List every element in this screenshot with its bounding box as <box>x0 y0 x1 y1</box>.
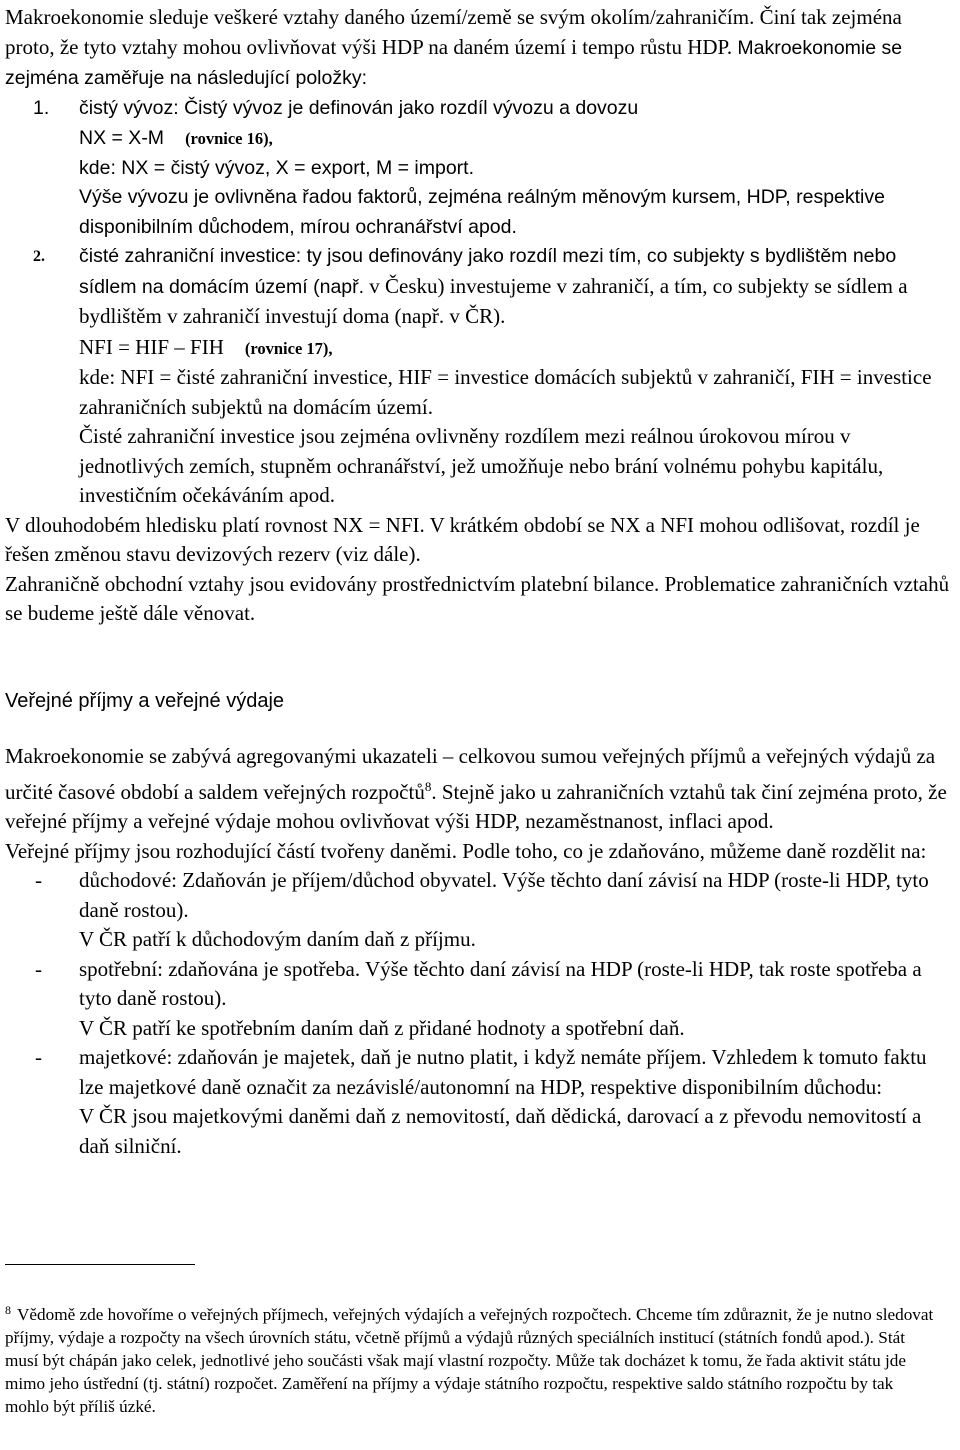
tax-text: důchodové: Zdaňován je příjem/důchod obyvatel. Výše těchto daní závisí na HDP (roste-li HDP, tyto daně rostou). <box>79 868 929 922</box>
conclusion-paragraph: Zahraničně obchodní vztahy jsou evidovány prostřednictvím platební bilance. Problematice zahraničních vztahů se budeme ještě dále věnovat. <box>5 571 950 625</box>
tax-example: V ČR patří ke spotřebním daním daň z přidané hodnoty a spotřební daň. <box>79 1015 685 1040</box>
tax-text: majetkové: zdaňován je majetek, daň je nutno platit, i když nemáte příjem. Vzhledem k tomuto faktu lze majetkové daně označit za nezávislé/autonomní na HDP, respektive disponibilním důchodu: <box>79 1045 927 1099</box>
footnote-text: Vědomě zde hovoříme o veřejných příjmech, veřejných výdajích a veřejných rozpočtech. Chceme tím zdůraznit, že je nutno sledovat příjmy, výdaje a rozpočty na všech úrovních státu, včetně příjmů a výdajů různých speciálních institucí (státních fondů apod.). Stát musí být chápán jako celek, jednotlivé jeho součásti však mají vlastní rozpočty. Může tak docházet k tomu, že řada aktivit státu jde mimo jeho ústřední (tj. státní) rozpočet. Zaměření na příjmy a výdaje státního rozpočtu, respektive saldo státního rozpočtu by tak mohlo být příliš úzké. <box>5 1305 934 1416</box>
tax-item <box>5 955 955 1044</box>
conclusion-paragraph: V dlouhodobém hledisku platí rovnost NX = NFI. V krátkém období se NX a NFI mohou odlišovat, rozdíl je řešen změnou stavu devizových rezerv (viz dále). <box>5 512 920 566</box>
tax-text: spotřební: zdaňována je spotřeba. Výše těchto daní závisí na HDP (roste-li HDP, tak roste spotřeba a tyto daně rostou). <box>79 956 922 1010</box>
bullet-dash: - <box>35 1045 42 1069</box>
footnote-divider <box>5 1264 195 1265</box>
item-text: Výše vývozu je ovlivněna řadou faktorů, zejména reálným měnovým kursem, HDP, respektive disponibilním důchodem, mírou ochranářství apod. <box>79 186 885 238</box>
equation-formula: NX = X-M <box>79 127 165 149</box>
item-title: čistý vývoz: Čistý vývoz je definován jako rozdíl vývozu a dovozu <box>79 96 639 119</box>
item-title-part: čisté zahraniční investice: ty jsou definovány jako rozdíl mezi tím, co subjekty s bydlištěm nebo sídlem na domácím území ( <box>79 245 897 298</box>
equation-where: kde: NX = čistý vývoz, X = export, M = import. <box>79 156 475 179</box>
equation <box>79 123 955 154</box>
list-item-net-exports <box>5 94 955 243</box>
list-number: 1. <box>33 96 50 119</box>
section-paragraph <box>5 742 955 837</box>
item-title <box>79 242 955 333</box>
tax-example: V ČR jsou majetkovými daněmi daň z nemovitostí, daň dědická, darovací a z převodu nemovitostí a daň silniční. <box>79 1104 922 1158</box>
section-paragraph: Veřejné příjmy jsou rozhodující částí tvořeny daněmi. Podle toho, co je zdaňováno, můžeme daně rozdělit na: <box>5 838 927 863</box>
intro-text: Makroekonomie sleduje veškeré vztahy daného území/země se svým okolím/zahraničím. Činí tak zejména proto, že tyto vztahy mohou ovlivňovat výši HDP na daném území i tempo růstu HDP. <box>5 5 902 59</box>
item-title-part: např. <box>319 275 365 298</box>
equation-tag: (rovnice 17), <box>244 338 333 358</box>
intro-lead: Makroekonomie se zejména zaměřuje na následující položky: <box>5 36 903 89</box>
footnote <box>5 1299 935 1418</box>
tax-item <box>5 1043 955 1161</box>
footnote-reference[interactable]: 8 <box>424 778 432 794</box>
tax-example: V ČR patří k důchodovým daním daň z příjmu. <box>79 927 476 951</box>
equation-where: kde: NFI = čisté zahraniční investice, HIF = investice domácích subjektů v zahraničí, FIH = investice zahraničních subjektů na domácím území. <box>79 365 932 419</box>
section-text: Makroekonomie se zabývá agregovanými ukazateli – celkovou sumou veřejných příjmů a veřejných výdajů za určité časové období a saldem veřejných rozpočtů <box>5 744 936 804</box>
equation-tag: (rovnice 16), <box>185 129 273 148</box>
list-item-net-foreign-investment <box>5 242 955 511</box>
section-text: . Stejně jako u zahraničních vztahů tak činí zejména proto, že veřejné příjmy a veřejné výdaje mohou ovlivňovat výši HDP, nezaměstnanost, inflaci apod. <box>5 779 947 833</box>
tax-item <box>5 866 955 955</box>
footnote-mark: 8 <box>5 1303 11 1317</box>
item-text: Čisté zahraniční investice jsou zejména ovlivněny rozdílem mezi reálnou úrokovou mírou v jednotlivých zemích, stupněm ochranářství, jež umožňuje nebo brání volnému pohybu kapitálu, investičním očekáváním apod. <box>79 424 884 507</box>
section-heading: Veřejné příjmy a veřejné výdaje <box>5 689 285 712</box>
equation-formula: NFI = HIF – FIH <box>79 334 224 359</box>
list-number: 2. <box>33 248 45 265</box>
bullet-dash: - <box>35 868 42 892</box>
intro-paragraph <box>5 3 955 94</box>
item-title-part: v Česku) investujeme v zahraničí, a tím, co subjekty se sídlem a bydlištěm v zahraničí investují doma (např. v ČR). <box>79 273 908 328</box>
equation <box>79 333 955 364</box>
bullet-dash: - <box>35 956 42 981</box>
document-page <box>5 3 955 1161</box>
